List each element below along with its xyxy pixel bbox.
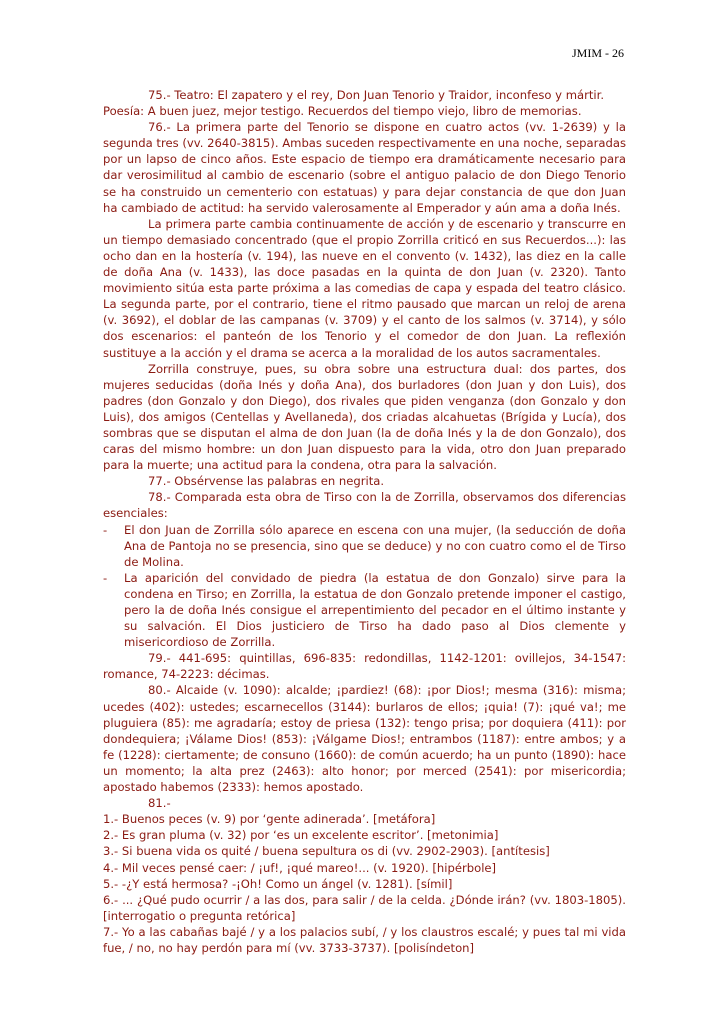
bullet-text: La aparición del convidado de piedra (la estatua de don Gonzalo) sirve para la condena en Tirso; en Zorrilla, la estatua de don Gonzalo pretende imponer el castigo, pero la de doña Inés consigue el arrepentimiento del pecador en el último instante y su salvación. El Dios justiciero de Tirso ha dado paso al Dios clemente y misericordioso de Zorrilla. (124, 570, 626, 650)
bullet-text: El don Juan de Zorrilla sólo aparece en escena con una mujer, (la seducción de doña Ana de Pantoja no se presencia, sino que se deduce) y no con cuatro como el de Tirso de Molina. (124, 522, 626, 569)
bullet-marker: - (103, 522, 108, 537)
paragraph-78: 78.- Comparada esta obra de Tirso con la de Zorrilla, observamos dos diferencias esenciales: (103, 490, 626, 521)
numbered-item: 3.- Si buena vida os quité / buena sepultura os di (vv. 2902-2903). [antítesis] (103, 844, 550, 859)
numbered-item: 5.- -¿Y está hermosa? -¡Oh! Como un ángel (v. 1281). [símil] (103, 876, 453, 891)
numbered-item: 4.- Mil veces pensé caer: / ¡uf!, ¡qué mareo!... (v. 1920). [hipérbole] (103, 860, 497, 875)
document-body (103, 87, 626, 956)
numbered-item: 7.- Yo a las cabañas bajé / y a los palacios subí, / y los claustros escalé; y pues tal mi vida fue, / no, no hay perdón para mí (vv. 3733-3737). [polisíndeton] (103, 924, 626, 955)
paragraph-77: 77.- Obsérvense las palabras en negrita. (148, 474, 385, 489)
bullet-marker: - (103, 570, 108, 585)
paragraph-80: 80.- Alcaide (v. 1090): alcalde; ¡pardiez! (68): ¡por Dios!; mesma (316): misma; ucedes (402): ustedes; escarnecellos (3144): burlaros de ellos; ¡quia! (7): ¡qué va!; me pluguiera (85): me agradaría; estoy de priesa (132): tengo prisa; por doquiera (411): por dondequiera; ¡Válame Dios! (853): ¡Válgame Dios!; entrambos (1187): entre ambos; y a fe (1228): ciertamente; de consuno (1660): de común acuerdo; ha un punto (1890): hace un momento; la alta prez (2463): alto honor; por merced (2541): por misericordia; apostado habemos (2333): hemos apostado. (103, 683, 626, 795)
paragraph-79: 79.- 441-695: quintillas, 696-835: redondillas, 1142-1201: ovillejos, 34-1547: romance, 74-2223: décimas. (103, 651, 626, 682)
paragraph-76: 76.- La primera parte del Tenorio se dispone en cuatro actos (vv. 1-2639) y la segunda tres (vv. 2640-3815). Ambas suceden respectivamente en una noche, separadas por un lapso de cinco años. Este espacio de tiempo era dramáticamente necesario para dar verosimilitud al cambio de escenario (sobre el antiguo palacio de don Diego Tenorio se ha construido un cementerio con estatuas) y para dejar constancia de que don Juan ha cambiado de actitud: ha servido valerosamente al Emperador y aún ama a doña Inés. (103, 120, 626, 215)
paragraph-81: 81.- (148, 796, 171, 811)
numbered-item: 2.- Es gran pluma (v. 32) por ‘es un excelente escritor’. [metonimia] (103, 828, 499, 843)
paragraph-poesia: Poesía: A buen juez, mejor testigo. Recuerdos del tiempo viejo, libro de memorias. (103, 104, 582, 119)
list-item (103, 570, 626, 650)
paragraph-75: 75.- Teatro: El zapatero y el rey, Don Juan Tenorio y Traidor, inconfeso y mártir. (148, 88, 605, 102)
list-item (103, 522, 626, 570)
page-header: JMIM - 26 (571, 46, 624, 60)
numbered-item: 1.- Buenos peces (v. 9) por ‘gente adinerada’. [metáfora] (103, 812, 436, 827)
paragraph-primera-parte: La primera parte cambia continuamente de acción y de escenario y transcurre en un tiempo demasiado concentrado (que el propio Zorrilla criticó en sus Recuerdos...): las ocho dan en la hostería (v. 194), las nueve en el convento (v. 1432), las diez en la calle de doña Ana (v. 1433), las doce pasadas en la quinta de don Juan (v. 2320). Tanto movimiento sitúa esta parte próxima a las comedias de capa y espada del teatro clásico. La segunda parte, por el contrario, tiene el ritmo pausado que marcan un reloj de arena (v. 3692), el doblar de las campanas (v. 3709) y el canto de los salmos (v. 3714), y sólo dos escenarios: el panteón de los Tenorio y el comedor de don Juan. La reflexión sustituye a la acción y el drama se acerca a la moralidad de los autos sacramentales. (103, 216, 626, 360)
numbered-item: 6.- ... ¿Qué pudo ocurrir / a las dos, para salir / de la celda. ¿Dónde irán? (vv. 1803-1805). [interrogatio o pregunta retórica] (103, 892, 626, 923)
paragraph-estructura-dual: Zorrilla construye, pues, su obra sobre una estructura dual: dos partes, dos mujeres seducidas (doña Inés y doña Ana), dos burladores (don Juan y don Luis), dos padres (don Gonzalo y don Diego), dos rivales que piden venganza (don Gonzalo y don Luis), dos amigos (Centellas y Avellaneda), dos criadas alcahuetas (Brígida y Lucía), dos sombras que se disputan el alma de don Juan (la de doña Inés y la de don Gonzalo), dos caras del mismo hombre: un don Juan dispuesto para la vida, otro don Juan preparado para la muerte; una actitud para la condena, otra para la salvación. (103, 361, 626, 473)
